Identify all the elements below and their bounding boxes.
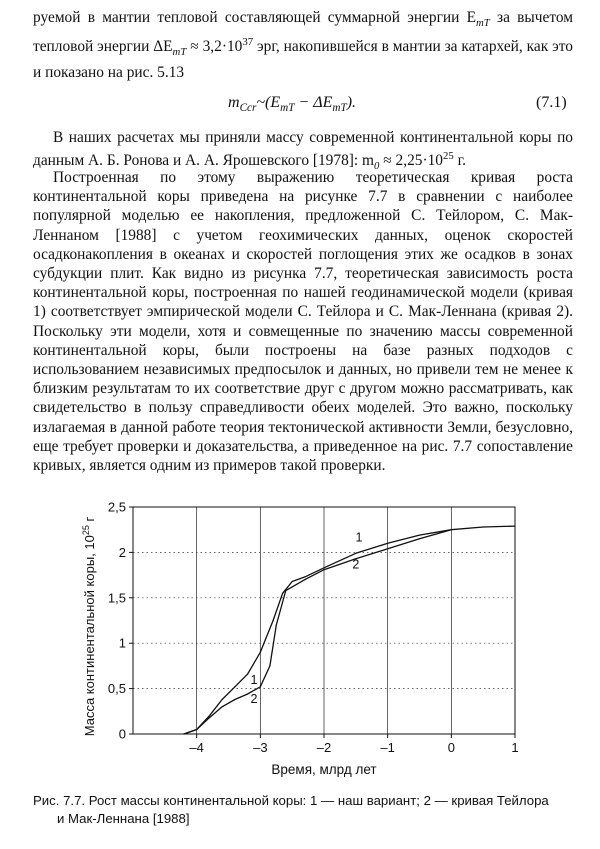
series-1-point [514, 525, 515, 526]
x-tick-label-1: –3 [253, 740, 268, 755]
y-axis-label-main: Масса континентальной коры, 10 [82, 535, 97, 737]
y-tick-label-2: 1 [118, 635, 126, 651]
series-2-point [451, 529, 452, 530]
series-line-2 [184, 530, 451, 734]
series-1-point [387, 543, 388, 544]
formula-number: (7.1) [536, 94, 567, 111]
series-1-point [272, 620, 273, 621]
series-1-point [209, 715, 210, 716]
series-1-point [247, 673, 248, 674]
formula-expression: $m_{Ccr}\sim(E_{mT} - \Delta E_{mT})$. [228, 94, 357, 115]
series-2-point [183, 733, 184, 734]
series-2-point [276, 624, 277, 625]
series-curve-1 [183, 525, 515, 734]
series-2-point [247, 693, 248, 694]
x-tick-label-3: –1 [380, 740, 395, 755]
series-1-point [355, 553, 356, 554]
caption-line-1: Рис. 7.7. Рост массы континентальной коры: 1 — наш вариант; 2 — кривая Тейлора [33, 793, 549, 808]
x-axis-label: Время, млрд лет [271, 762, 377, 777]
y-tick-label-5: 2,5 [107, 499, 126, 515]
series-1-point [483, 526, 484, 527]
paragraph-intro: руемой в мантии тепловой составляющей суммарной энергии $E_{mT}$ за вычетом тепловой энергии $\Delta E_{mT} \approx 3,2\cdot 10^{37}$ эрг, накопившейся в мантии за катархей, как это и показано на рис. 5.13 [33, 9, 573, 81]
x-tick-label-0: –4 [189, 740, 204, 755]
figure-caption [33, 792, 578, 828]
series-2-point [285, 590, 286, 591]
x-tick-label-2: –2 [316, 740, 332, 755]
series-1-point [292, 581, 293, 582]
series-2-point [234, 699, 235, 700]
x-tick-label-4: 0 [447, 740, 455, 755]
x-tick-label-5: 1 [511, 740, 519, 755]
y-tick-label-3: 1,5 [107, 590, 126, 606]
series-2-point [292, 586, 293, 587]
series-2-point [323, 569, 324, 570]
series-2-point [269, 665, 270, 666]
series-1-point [282, 593, 283, 594]
y-axis-label-unit: г [82, 516, 97, 526]
series-1-point [304, 576, 305, 577]
series-2-point [222, 706, 223, 707]
series-2-point [419, 538, 420, 539]
series-2-point [260, 686, 261, 687]
curve-label-1: 2 [352, 557, 360, 572]
series-1-point [419, 535, 420, 536]
curve-label-0: 1 [355, 530, 363, 545]
series-1-point [323, 567, 324, 568]
y-tick-label-4: 2 [118, 544, 126, 560]
paragraph-discussion: Построенная по этому выражению теоретическая кривая роста континентальной коры приведена на рисунке 7.7 в сравнении с наиболее популярной моделью ее накопления, предложенной С. Тейлором, С. Мак-Леннаном [1988] с учетом геохимических данных, оценок скоростей осадконакопления в океанах и скоростей поглощения этих же осадков в зонах субдукции плит. Как видно из рисунка 7.7, теоретическая зависимость роста континентальной коры, построенная по нашей геодинамической модели (кривая 1) соответствует эмпирической модели С. Тейлора и С. Мак-Леннана (кривая 2). Поскольку эти модели, хотя и совмещенные по значению массы современной континентальной коры, были построены на базе разных подходов с использованием независимых предпосылок и данных, но привели тем не менее к близким результатам то их соответствие друг с другом можно рассматривать, как свидетельство в пользу справедливости обеих моделей. Это важно, поскольку излагаемая в данной работе теория тектонической активности Земли, безусловно, еще требует проверки и доказательства, а приведенное на рис. 7.7 сопоставление кривых, является одним из примеров такой проверки. [33, 169, 573, 475]
y-tick-label-0: 0 [118, 726, 126, 742]
y-tick-label-1: 0,5 [107, 681, 126, 697]
series-curve-2 [183, 529, 452, 735]
series-2-point [304, 579, 305, 580]
curve-label-3: 2 [250, 692, 258, 707]
y-axis-label [81, 517, 97, 737]
series-1-point [260, 652, 261, 653]
series-2-point [209, 717, 210, 718]
series-2-point [387, 548, 388, 549]
paragraph-mass: В наших расчетах мы приняли массу современной континентальной коры по данным А. Б. Ронова и А. А. Ярошевского [1978]: $m_0 \approx 2,25\cdot 10^{25}$ г. [33, 129, 573, 173]
series-1-point [222, 699, 223, 700]
series-line-1 [184, 526, 515, 734]
caption-line-2: и Мак-Леннана [1988] [57, 811, 190, 826]
series-2-point [196, 729, 197, 730]
y-axis-label-exponent: 25 [81, 525, 91, 536]
curve-label-2: 1 [250, 673, 258, 688]
series-1-point [234, 686, 235, 687]
